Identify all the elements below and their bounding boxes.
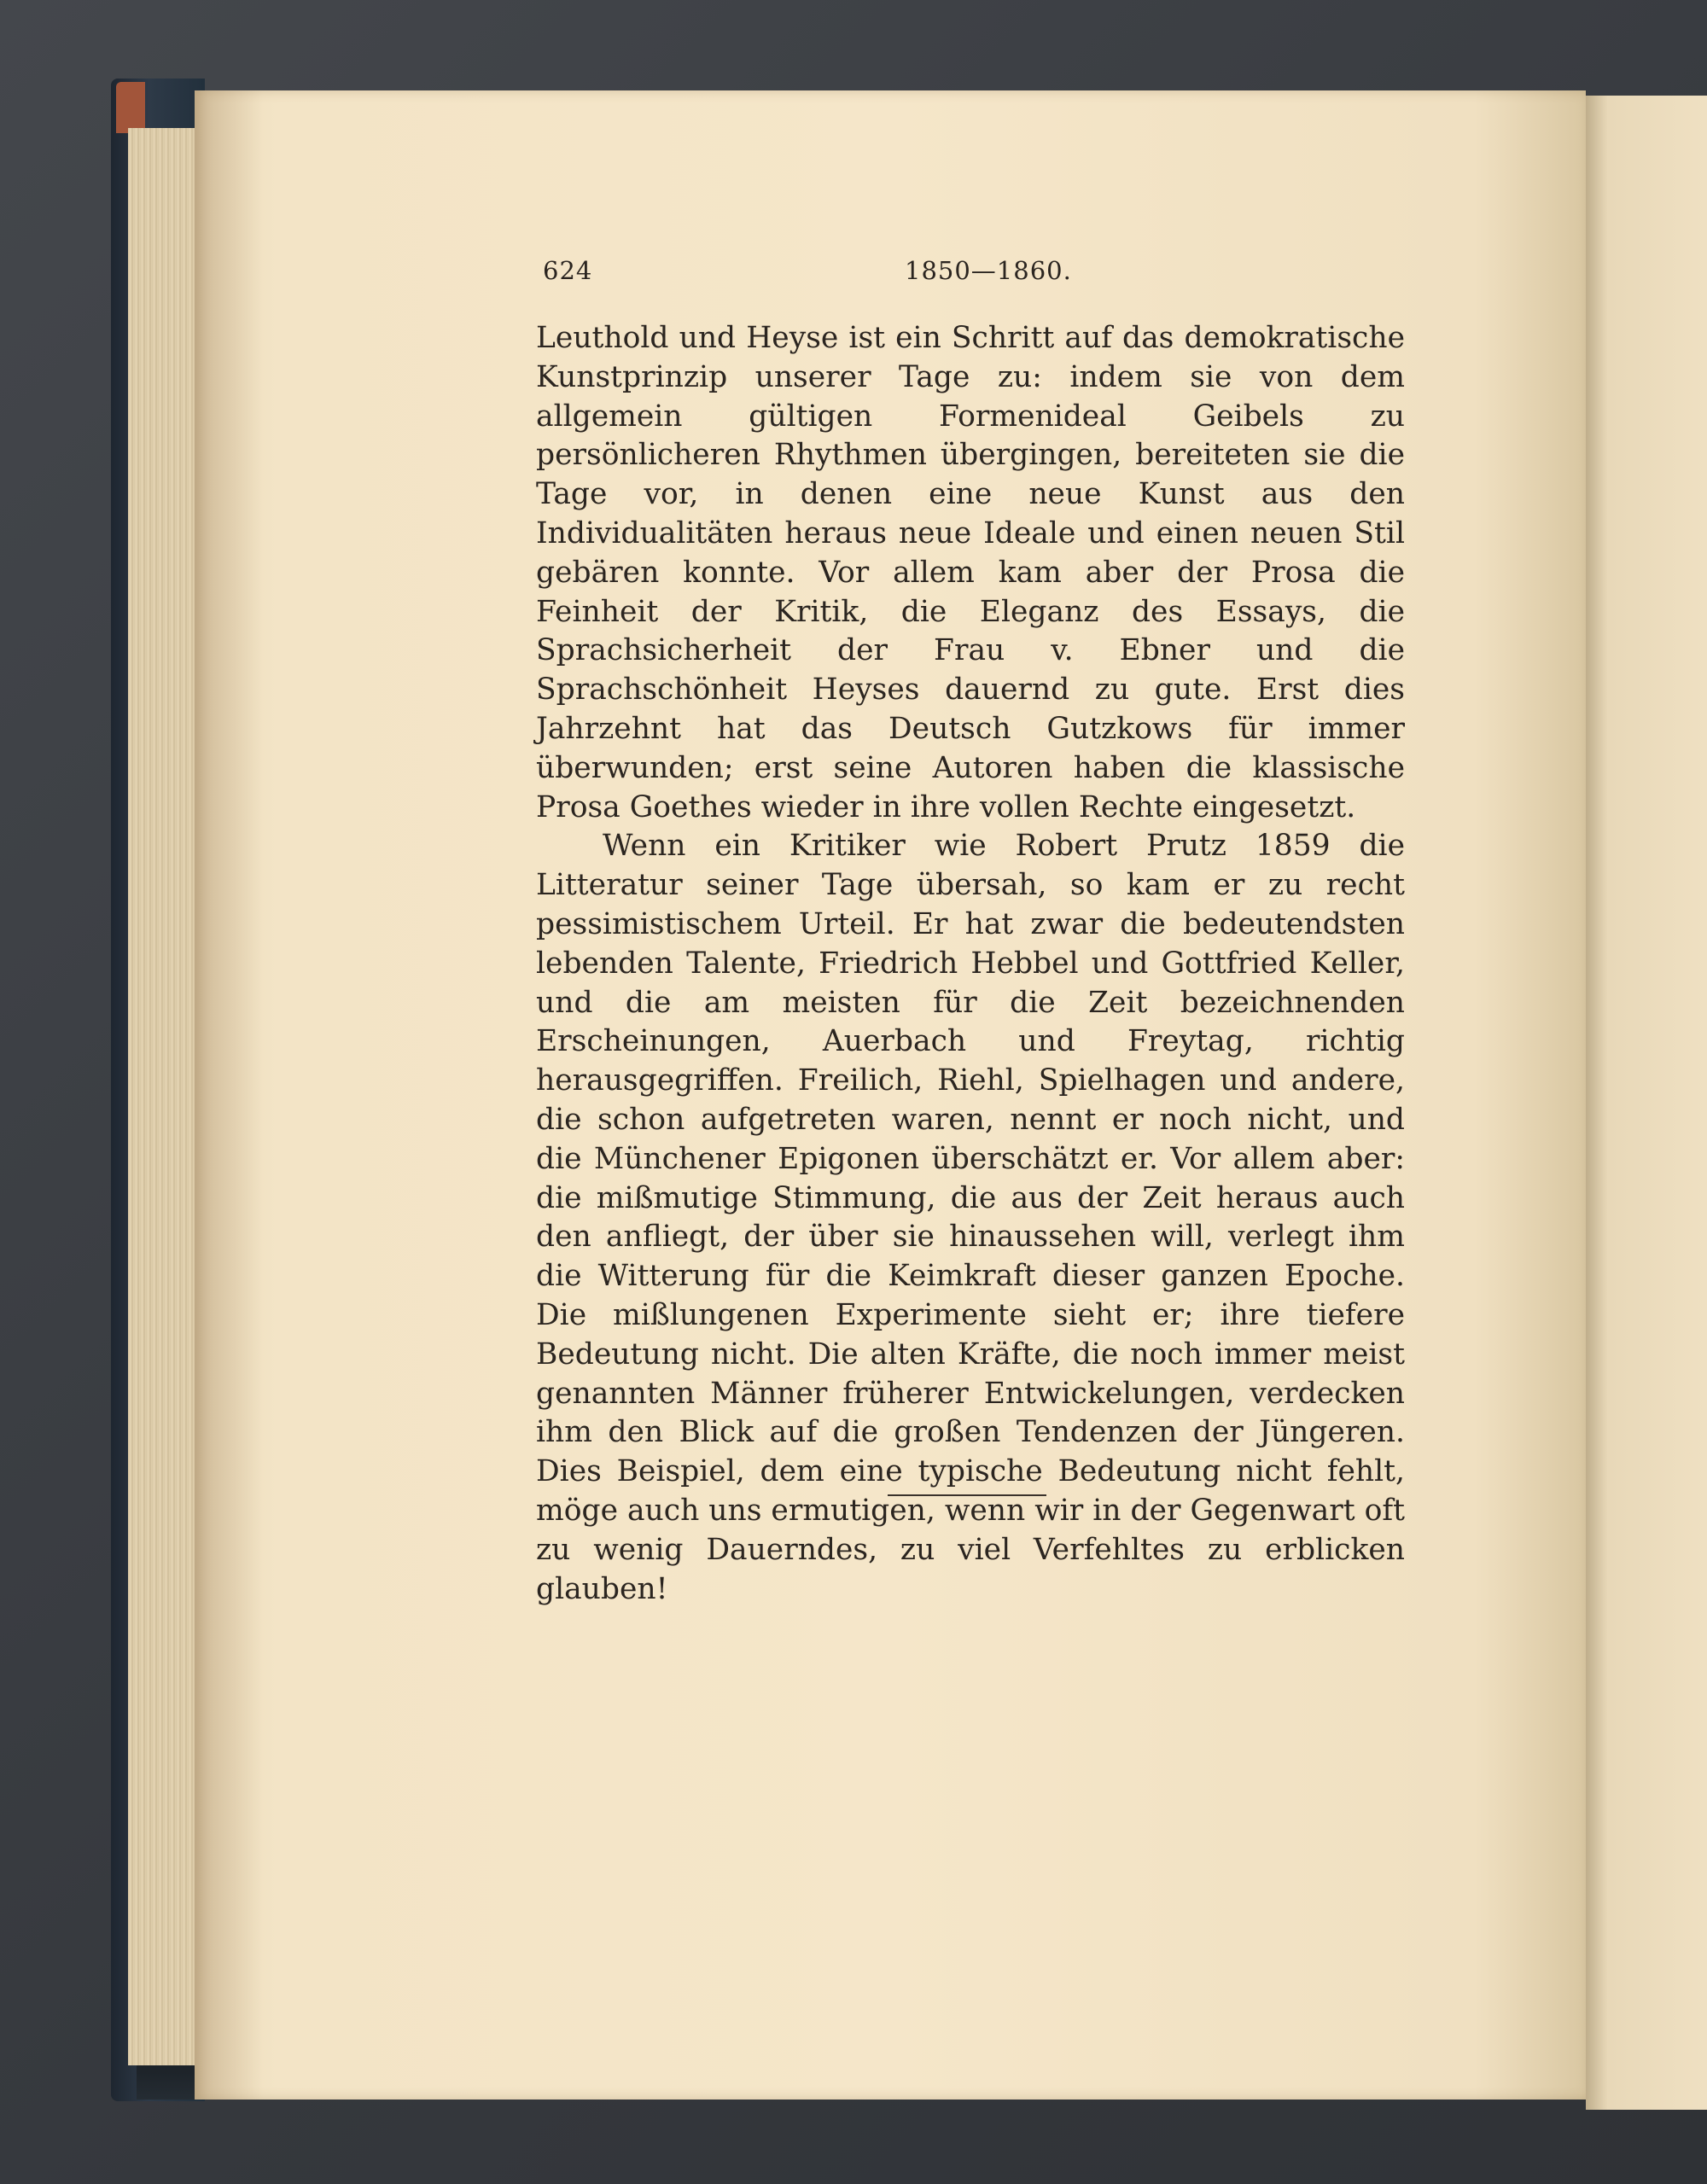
- binding-corner: [116, 82, 145, 133]
- page-header: [543, 256, 1405, 294]
- page-number: 624: [543, 256, 593, 285]
- running-head: 1850—1860.: [905, 256, 1072, 285]
- page-stack-edge: [128, 128, 196, 2065]
- page-gutter: [195, 90, 263, 2100]
- paragraph: Wenn ein Kritiker wie Robert Prutz 1859 die Litteratur seiner Tage übersah, so kam er zu recht pessimistischem Urteil. Er hat zwar die bedeutendsten lebenden Talente, Friedrich Hebbel und Gottfried Keller, und die am meisten für die Zeit bezeichnenden Erscheinungen, Auerbach und Freytag, richtig herausgegriffen. Freilich, Riehl, Spielhagen und andere, die schon aufgetreten waren, nennt er noch nicht, und die Münchener Epigonen überschätzt er. Vor allem aber: die mißmutige Stimmung, die aus der Zeit heraus auch den anfliegt, der über sie hinaussehen will, verlegt ihm die Witterung für die Keimkraft dieser ganzen Epoche. Die mißlungenen Experimente sieht er; ihre tiefere Bedeutung nicht. Die alten Kräfte, die noch immer meist genannten Männer früherer Entwickelungen, verdecken ihm den Blick auf die großen Tendenzen der Jüngeren. Dies Beispiel, dem eine typische Bedeutung nicht fehlt, möge auch uns ermutigen, wenn wir in der Gegenwart oft zu wenig Dauerndes, zu viel Verfehltes zu erblicken glauben!: [536, 829, 1405, 1606]
- paragraph: Leuthold und Heyse ist ein Schritt auf das demokratische Kunstprinzip unserer Tage zu: indem sie von dem allgemein gültigen Formenideal Geibels zu persönlicheren Rhythmen übergingen, bereiteten sie die Tage vor, in denen eine neue Kunst aus den Individualitäten heraus neue Ideale und einen neuen Stil gebären konnte. Vor allem kam aber der Prosa die Feinheit der Kritik, die Eleganz des Essays, die Sprachsicherheit der Frau v. Ebner und die Sprachschönheit Heyses dauernd zu gute. Erst dies Jahrzehnt hat das Deutsch Gutzkows für immer überwunden; erst seine Autoren haben die klassische Prosa Goethes wieder in ihre vollen Rechte eingesetzt.: [536, 321, 1405, 824]
- section-end-rule: [888, 1494, 1046, 1496]
- body-text: [536, 319, 1405, 1609]
- facing-page: [1586, 96, 1707, 2110]
